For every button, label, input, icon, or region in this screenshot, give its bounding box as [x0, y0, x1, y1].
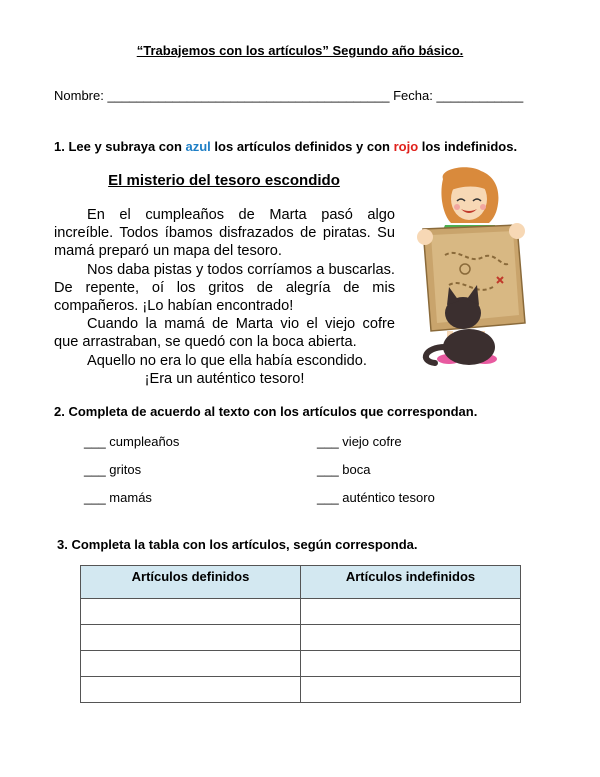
story-paragraph: Cuando la mamá de Marta vio el viejo cofre que arrastraban, se quedó con la boca abierta.	[54, 316, 395, 351]
word-blank-item: ___ mamás	[84, 490, 152, 505]
header-indefinidos: Artículos indefinidos	[301, 566, 521, 599]
q1-rojo: rojo	[393, 139, 419, 154]
fecha-label: Fecha:	[393, 88, 433, 103]
table-cell[interactable]	[301, 599, 521, 625]
table-cell[interactable]	[81, 599, 301, 625]
story-paragraph: Nos daba pistas y todos corríamos a buscarlas. De repente, oí los gritos de alegría de mis compañeros. ¡Lo habían encontrado!	[54, 261, 395, 315]
word-blank-item: ___ auténtico tesoro	[317, 490, 435, 505]
table-header-row	[81, 566, 521, 599]
fecha-line: ____________	[436, 88, 524, 103]
word-blank-item: ___ cumpleaños	[84, 434, 180, 449]
story-paragraph: ¡Era un auténtico tesoro!	[144, 370, 305, 387]
nombre-line: _______________________________________	[107, 88, 390, 103]
articles-table	[80, 565, 521, 703]
table-cell[interactable]	[81, 677, 301, 703]
word-blank-item: ___ viejo cofre	[317, 434, 402, 449]
story-title: El misterio del tesoro escondido	[108, 172, 340, 189]
word-blank-item: ___ gritos	[84, 462, 142, 477]
girl-with-treasure-map-and-cat-icon	[405, 165, 545, 375]
table-cell[interactable]	[81, 651, 301, 677]
nombre-label: Nombre:	[54, 88, 104, 103]
table-cell[interactable]	[301, 625, 521, 651]
table-row	[81, 625, 521, 651]
story-paragraph: En el cumpleaños de Marta pasó algo increíble. Todos íbamos disfrazados de piratas. Su mamá preparó un mapa del tesoro.	[54, 207, 395, 260]
table-row	[81, 599, 521, 625]
story-text	[54, 206, 395, 388]
name-date-fields	[54, 88, 523, 103]
table-row	[81, 651, 521, 677]
story-paragraph: Aquello no era lo que ella había escondido.	[87, 352, 367, 369]
header-definidos: Artículos definidos	[81, 566, 301, 599]
question-2: 2. Completa de acuerdo al texto con los artículos que correspondan.	[54, 404, 478, 419]
word-blank-item: ___ boca	[317, 462, 371, 477]
table-row	[81, 677, 521, 703]
q1-prefix: 1. Lee y subraya con	[54, 139, 186, 154]
worksheet-title: “Trabajemos con los artículos” Segundo año básico.	[136, 43, 464, 58]
table-cell[interactable]	[301, 677, 521, 703]
question-3: 3. Completa la tabla con los artículos, según corresponda.	[57, 537, 418, 552]
q1-suffix: los indefinidos.	[418, 139, 518, 154]
question-1	[54, 139, 517, 154]
q1-azul: azul	[185, 139, 211, 154]
q1-middle: los artículos definidos y con	[210, 139, 394, 154]
table-cell[interactable]	[81, 625, 301, 651]
table-cell[interactable]	[301, 651, 521, 677]
